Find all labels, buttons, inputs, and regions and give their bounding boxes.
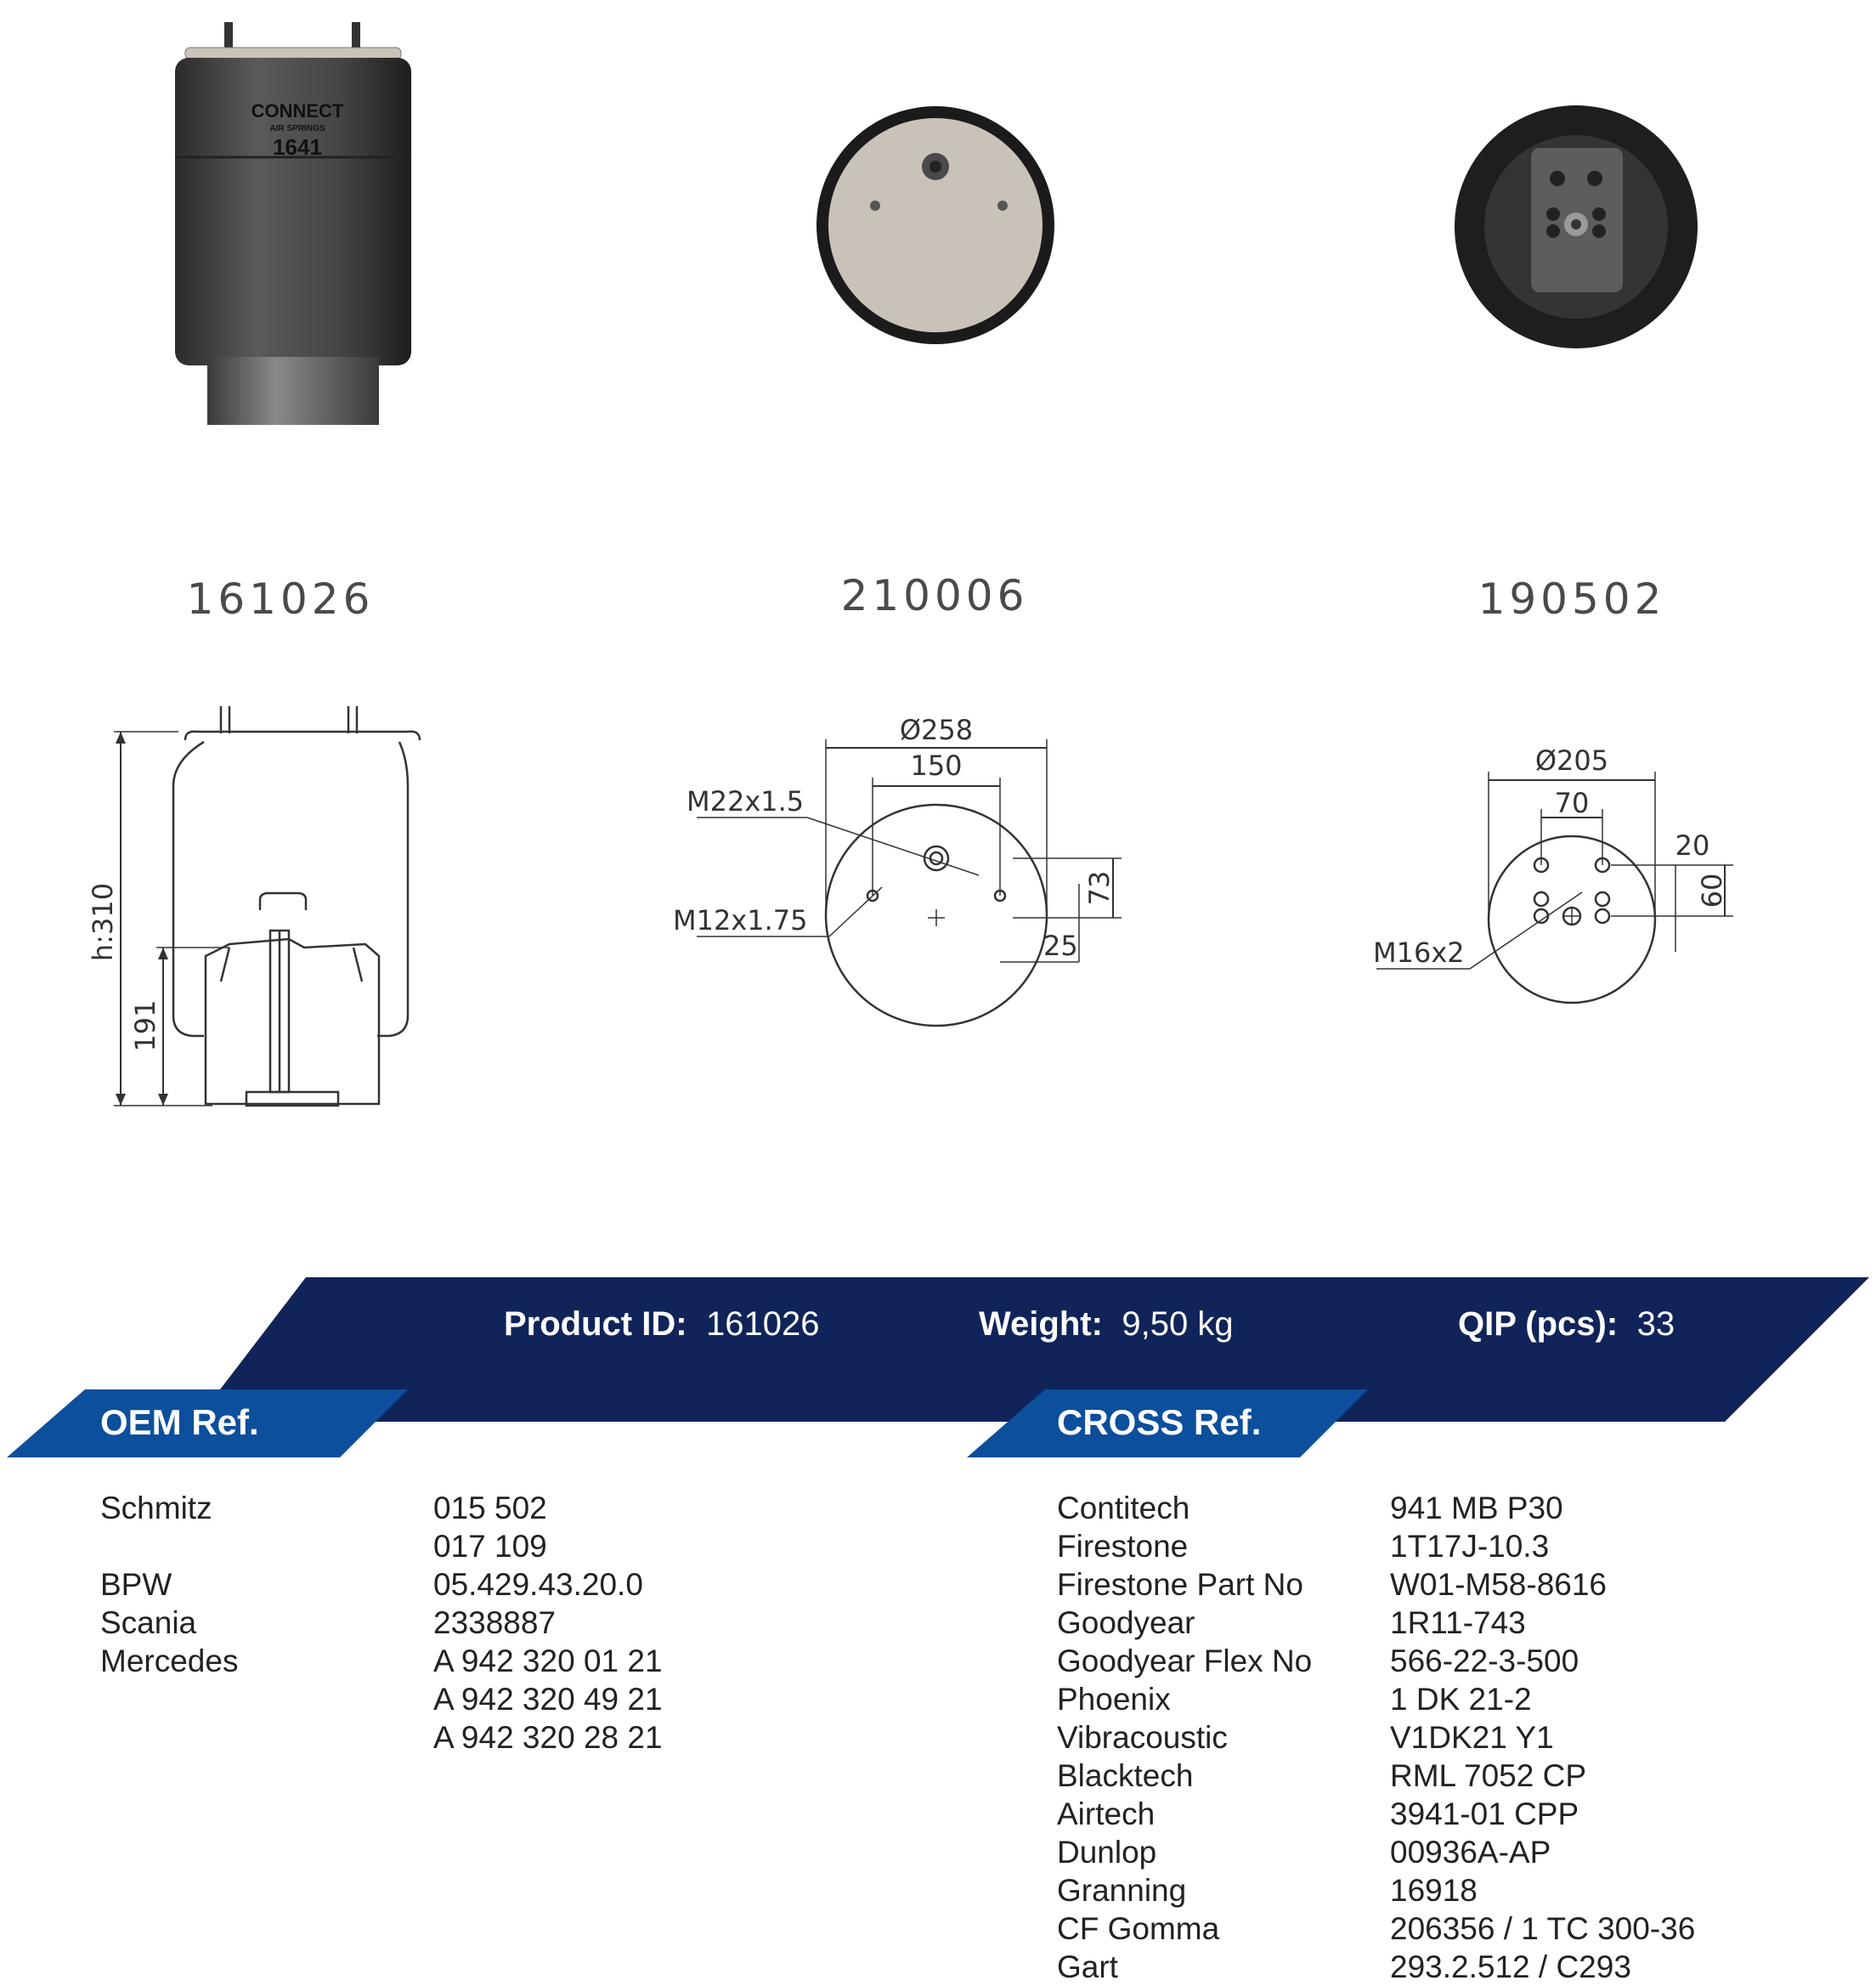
list-item: 1R11-743 xyxy=(1390,1605,1526,1640)
list-item: 293.2.512 / C293 xyxy=(1390,1949,1631,1984)
list-item: Contitech xyxy=(1057,1491,1190,1525)
product-code-3: 190502 xyxy=(1478,574,1666,624)
list-item: 017 109 xyxy=(433,1529,547,1564)
list-item: Gart xyxy=(1057,1949,1118,1984)
list-item: 015 502 xyxy=(433,1491,547,1525)
svg-text:25: 25 xyxy=(1043,930,1078,962)
list-item: Dunlop xyxy=(1057,1835,1157,1870)
list-item: V1DK21 Y1 xyxy=(1390,1720,1554,1755)
list-item: BPW xyxy=(100,1567,172,1602)
list-item: Scania xyxy=(100,1605,197,1640)
list-item: Granning xyxy=(1057,1873,1187,1908)
list-item: Blacktech xyxy=(1057,1758,1194,1793)
list-item: 16918 xyxy=(1390,1873,1478,1908)
air-spring-photo xyxy=(161,17,425,433)
list-item: 566-22-3-500 xyxy=(1390,1644,1579,1678)
svg-text:Ø205: Ø205 xyxy=(1534,744,1609,777)
list-item: RML 7052 CP xyxy=(1390,1758,1587,1793)
list-item: A 942 320 01 21 xyxy=(433,1644,663,1678)
bottom-view-photo xyxy=(1453,104,1699,350)
product-id-field xyxy=(504,1305,819,1344)
svg-text:150: 150 xyxy=(910,750,963,782)
weight-value: 9,50 kg xyxy=(1122,1305,1234,1343)
list-item: 206356 / 1 TC 300-36 xyxy=(1390,1911,1696,1946)
svg-text:Ø258: Ø258 xyxy=(899,714,974,746)
list-item: 1T17J-10.3 xyxy=(1390,1529,1550,1564)
svg-text:M16x2: M16x2 xyxy=(1373,936,1465,969)
list-item: Airtech xyxy=(1057,1796,1156,1831)
svg-text:70: 70 xyxy=(1554,787,1590,819)
qip-field xyxy=(1458,1305,1675,1344)
cross-ref-title: CROSS Ref. xyxy=(1057,1402,1262,1442)
list-item: A 942 320 49 21 xyxy=(433,1682,663,1717)
svg-text:CONNECT: CONNECT xyxy=(251,100,344,122)
product-id-value: 161026 xyxy=(706,1305,820,1343)
list-item: 00936A-AP xyxy=(1390,1835,1551,1870)
bottom-view-drawing xyxy=(1359,739,1767,1011)
product-code-1: 161026 xyxy=(186,574,375,624)
list-item: Mercedes xyxy=(100,1644,239,1678)
qip-value: 33 xyxy=(1636,1305,1675,1343)
svg-text:h:310: h:310 xyxy=(87,882,119,962)
svg-text:M12x1.75: M12x1.75 xyxy=(673,904,808,936)
svg-text:191: 191 xyxy=(129,999,161,1052)
top-plate-photo xyxy=(814,104,1057,347)
product-id-label: Product ID: xyxy=(504,1305,687,1343)
list-item: A 942 320 28 21 xyxy=(433,1720,663,1755)
svg-text:20: 20 xyxy=(1675,829,1710,862)
qip-label: QIP (pcs): xyxy=(1458,1305,1619,1343)
list-item: W01-M58-8616 xyxy=(1390,1567,1608,1602)
list-item: 941 MB P30 xyxy=(1390,1491,1563,1525)
product-code-2: 210006 xyxy=(840,571,1029,620)
section-drawing xyxy=(85,693,425,1117)
info-banner xyxy=(0,1270,1876,1466)
list-item: 05.429.43.20.0 xyxy=(433,1567,643,1602)
list-item: Goodyear Flex No xyxy=(1057,1644,1313,1678)
list-item: 1 DK 21-2 xyxy=(1390,1682,1532,1717)
list-item: Goodyear xyxy=(1057,1605,1195,1640)
list-item: Vibracoustic xyxy=(1057,1720,1228,1755)
top-plate-drawing xyxy=(663,714,1139,1054)
svg-text:AIR SPRINGS: AIR SPRINGS xyxy=(269,124,325,133)
oem-ref-title: OEM Ref. xyxy=(100,1402,259,1442)
list-item: 3941-01 CPP xyxy=(1390,1796,1579,1831)
weight-label: Weight: xyxy=(979,1305,1103,1343)
list-item: Firestone Part No xyxy=(1057,1567,1303,1602)
svg-text:M22x1.5: M22x1.5 xyxy=(687,785,805,818)
weight-field xyxy=(979,1305,1234,1344)
list-item: CF Gomma xyxy=(1057,1911,1220,1946)
svg-text:60: 60 xyxy=(1696,873,1728,908)
list-item: Firestone xyxy=(1057,1529,1189,1564)
svg-text:1641: 1641 xyxy=(273,134,322,160)
list-item: Phoenix xyxy=(1057,1682,1171,1717)
svg-text:73: 73 xyxy=(1083,870,1116,906)
list-item: 2338887 xyxy=(433,1605,557,1640)
list-item: Schmitz xyxy=(100,1491,212,1525)
